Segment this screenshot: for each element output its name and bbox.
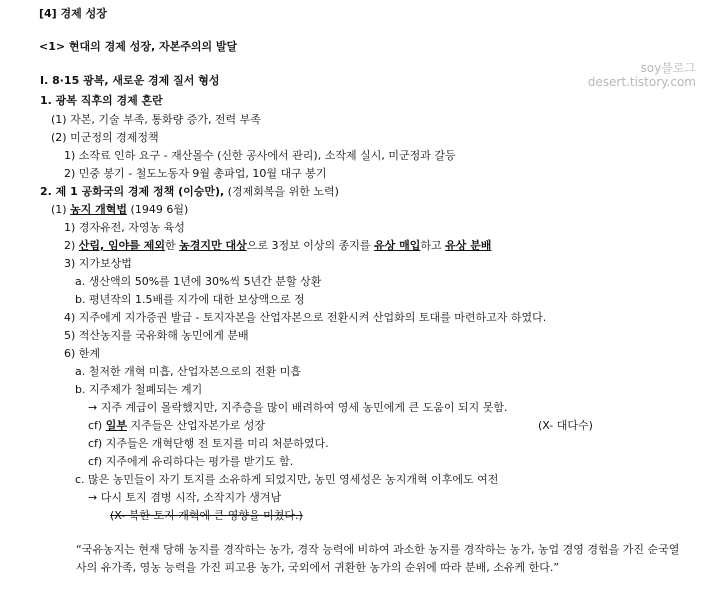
heading-2 xyxy=(40,184,339,200)
item-l2-number: 2) xyxy=(64,239,79,252)
section-title: [4] 경제 성장 xyxy=(39,7,107,20)
land-reform-number: (1) xyxy=(51,203,71,216)
item-l6c-arrow: → 다시 토지 겸병 시작, 소작지가 생겨남 xyxy=(88,491,282,504)
item-l2-text3: 하고 xyxy=(420,239,446,252)
item-l6b: b. 지주제가 철폐되는 계기 xyxy=(75,383,203,396)
subtitle: <1> 현대의 경제 성장, 자본주의의 발달 xyxy=(39,40,238,53)
item-l5: 5) 적산농지를 국유화해 농민에게 분배 xyxy=(64,329,249,342)
item-l2 xyxy=(64,238,491,254)
item-l2-target: 농경지만 대상 xyxy=(179,239,247,252)
item-1-2-1: 1) 소작료 인하 요구 - 재산몰수 (신한 공사에서 관리), 소작제 실시, 미군정과 갈등 xyxy=(64,149,456,162)
item-l1: 1) 경자유전, 자영농 육성 xyxy=(64,221,185,234)
item-1-2-2: 2) 민중 봉기 - 철도노동자 9월 총파업, 10월 대구 봉기 xyxy=(64,167,327,180)
land-reform-title xyxy=(51,202,188,218)
item-l2-exclude: 산림, 임야를 제외 xyxy=(78,239,166,252)
item-l2-purchase: 유상 매입 xyxy=(374,239,421,252)
item-l2-text2: 으로 3정보 이상의 종지를 xyxy=(246,239,374,252)
cf-note-1 xyxy=(88,418,265,434)
cf-note-1-correction: (X- 대다수) xyxy=(538,419,593,432)
part-heading: Ⅰ. 8·15 광복, 새로운 경제 질서 형성 xyxy=(40,74,220,87)
land-reform-law: 농지 개혁법 xyxy=(70,203,128,216)
item-1-2: (2) 미군정의 경제정책 xyxy=(51,131,159,144)
item-l3a: a. 생산액의 50%를 1년에 30%씩 5년간 분할 상환 xyxy=(75,275,322,288)
item-l3: 3) 지가보상법 xyxy=(64,257,132,270)
watermark-url: desert.tistory.com xyxy=(587,75,696,89)
heading-2-note: (경제회복을 위한 노력) xyxy=(224,185,339,198)
item-l6b-arrow: → 지주 계급이 몰락했지만, 지주층을 많이 배려하여 영세 농민에게 큰 도움이 되지 못함. xyxy=(88,401,508,414)
cf-note-2: cf) 지주들은 개혁단행 전 토지를 미리 처분하였다. xyxy=(88,437,329,450)
item-1-1: (1) 자본, 기술 부족, 통화량 증가, 전력 부족 xyxy=(51,113,261,126)
item-l6c: c. 많은 농민들이 자기 토지를 소유하게 되었지만, 농민 영세성은 농지개혁 이후에도 여전 xyxy=(75,473,499,486)
item-l3b: b. 평년작의 1.5배를 지가에 대한 보상액으로 정 xyxy=(75,293,305,306)
land-reform-quote: “국유농지는 현재 당해 농지를 경작하는 농가, 경작 능력에 비하여 과소한 농지를 경작하는 농가, 농업 경영 경험을 가진 순국열사의 유가족, 영농 능력을 가진 피고용 농가, 국외에서 귀환한 농가의 순위에 따라 분배, 소유케 한다.” xyxy=(76,543,680,574)
heading-1: 1. 광복 직후의 경제 혼란 xyxy=(40,94,163,107)
land-reform-date: (1949 6월) xyxy=(127,203,189,216)
item-l6a: a. 철저한 개혁 미흡, 산업자본으로의 전환 미흡 xyxy=(75,365,301,378)
watermark-blog: soy블로그 xyxy=(640,61,696,75)
cf-note-1-prefix: cf) xyxy=(88,419,106,432)
watermark xyxy=(546,61,696,89)
heading-2-main: 2. 제 1 공화국의 경제 정책 (이승만), xyxy=(40,185,225,198)
item-l2-distribution: 유상 분배 xyxy=(445,239,492,252)
item-l4: 4) 지주에게 지가증권 발급 - 토지자본을 산업자본으로 전환시켜 산업화의 토대를 마련하고자 하였다. xyxy=(64,311,547,324)
cf-note-1-text: 지주들은 산업자본가로 성장 xyxy=(126,419,265,432)
cf-note-3: cf) 지주에게 유리하다는 평가를 받기도 함. xyxy=(88,455,294,468)
item-l6: 6) 한계 xyxy=(64,347,101,360)
cf-note-1-emphasis: 일부 xyxy=(105,419,127,432)
item-l6c-correction: (X- 북한 토지 개혁에 큰 영향을 미쳤다.) xyxy=(110,509,303,522)
item-l2-text1: 한 xyxy=(165,239,180,252)
